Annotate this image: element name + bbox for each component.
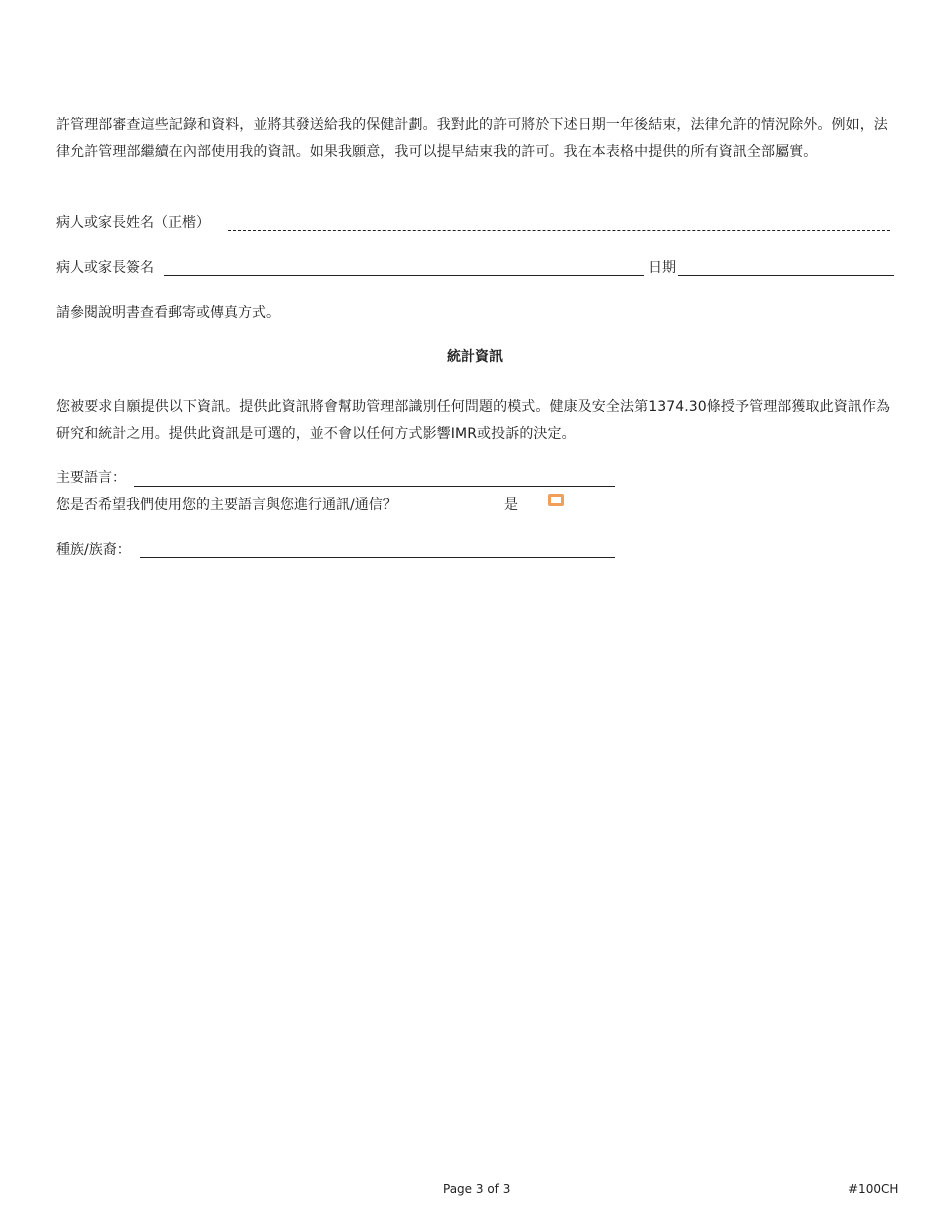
primary-language-field[interactable] xyxy=(134,486,615,487)
statistics-paragraph: 您被要求自願提供以下資訊。提供此資訊將會幫助管理部識別任何問題的模式。健康及安全法第1374.30條授予管理部獲取此資訊作為研究和統計之用。提供此資訊是可選的，並不會以任何方式影響IMR或投訴的決定。 xyxy=(56,399,891,442)
yes-label: 是 xyxy=(504,497,518,513)
date-field[interactable] xyxy=(678,275,894,276)
date-label: 日期 xyxy=(648,260,676,276)
primary-language-label: 主要語言： xyxy=(56,470,126,486)
patient-name-label: 病人或家長姓名（正楷） xyxy=(56,215,210,231)
statistics-title: 統計資訊 xyxy=(447,349,503,365)
patient-name-field[interactable] xyxy=(228,230,890,231)
authorization-paragraph: 許管理部審查這些記錄和資料，並將其發送給我的保健計劃。我對此的許可將於下述日期一年後結束，法律允許的情況除外。例如，法律允許管理部繼續在內部使用我的資訊。如果我願意，我可以提早結束我的許可。我在本表格中提供的所有資訊全部屬實。 xyxy=(56,117,888,160)
page-number: Page 3 of 3 xyxy=(443,1182,511,1196)
yes-checkbox[interactable] xyxy=(548,494,564,506)
ethnicity-field[interactable] xyxy=(140,557,615,558)
signature-field[interactable] xyxy=(164,275,644,276)
communication-question: 您是否希望我們使用您的主要語言與您進行通訊/通信？ xyxy=(56,497,397,513)
signature-label: 病人或家長簽名 xyxy=(56,260,154,276)
ethnicity-label: 種族/族裔： xyxy=(56,542,131,558)
form-number: #100CH xyxy=(848,1182,899,1196)
mail-fax-note: 請參閱說明書查看郵寄或傳真方式。 xyxy=(56,305,280,321)
